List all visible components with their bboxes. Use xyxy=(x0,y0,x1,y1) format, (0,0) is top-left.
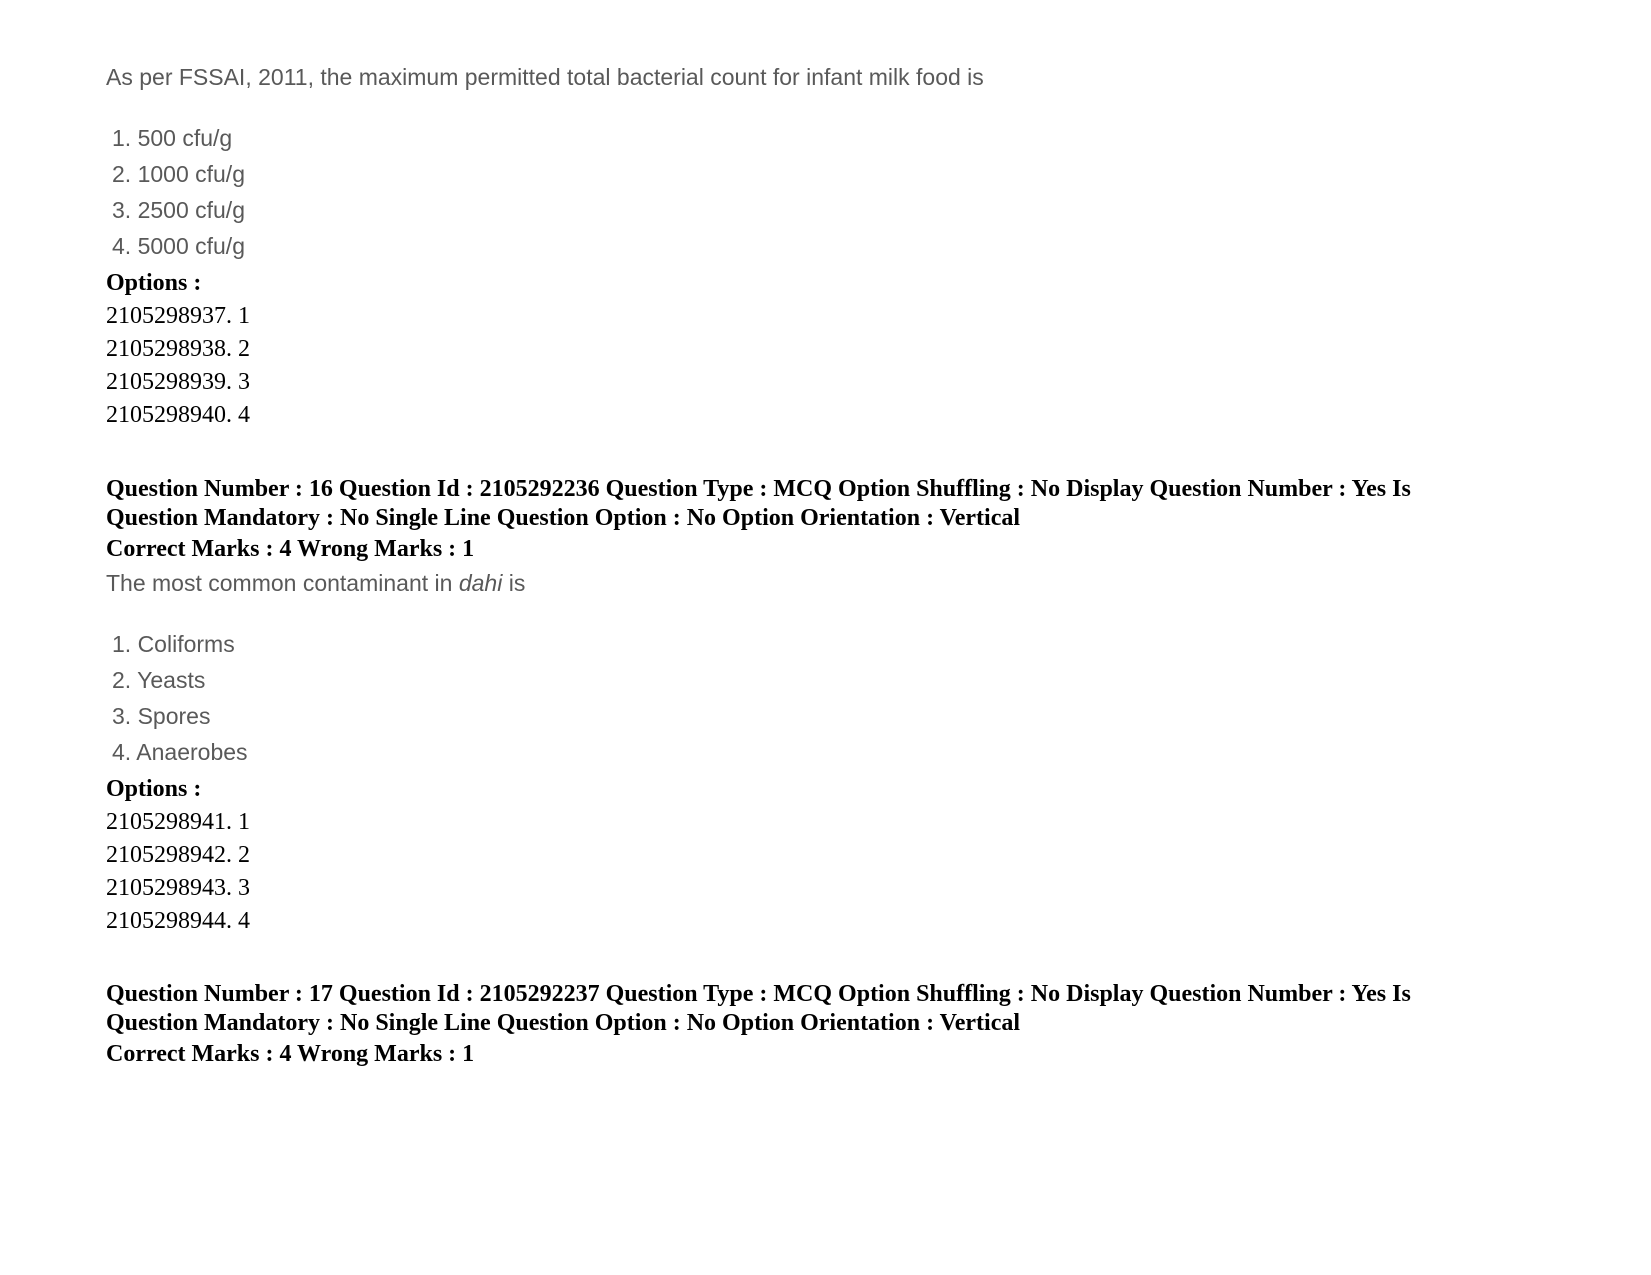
answer-choice: 2. 1000 cfu/g xyxy=(112,161,245,187)
answer-choice: 4. 5000 cfu/g xyxy=(112,233,245,259)
question-stem xyxy=(106,570,525,597)
option-id: 2105298944. 4 xyxy=(106,908,250,934)
question-stem-text: The most common contaminant in xyxy=(106,570,459,596)
question-metadata-line: Question Number : 17 Question Id : 2105292237 Question Type : MCQ Option Shuffling : No Display Question Number : Yes Is xyxy=(106,981,1411,1007)
question-metadata xyxy=(106,475,1546,533)
answer-choice: 3. Spores xyxy=(112,703,211,729)
question-metadata-line: Question Mandatory : No Single Line Question Option : No Option Orientation : Vertical xyxy=(106,1010,1021,1036)
question-metadata-line: Question Number : 16 Question Id : 2105292236 Question Type : MCQ Option Shuffling : No Display Question Number : Yes Is xyxy=(106,476,1411,502)
answer-choice: 3. 2500 cfu/g xyxy=(112,197,245,223)
question-stem: As per FSSAI, 2011, the maximum permitted total bacterial count for infant milk food is xyxy=(106,64,984,90)
option-id: 2105298943. 3 xyxy=(106,875,250,901)
option-id: 2105298937. 1 xyxy=(106,303,250,329)
answer-choice: 1. Coliforms xyxy=(112,631,235,657)
question-metadata xyxy=(106,980,1546,1038)
question-marks: Correct Marks : 4 Wrong Marks : 1 xyxy=(106,536,475,562)
option-id: 2105298939. 3 xyxy=(106,369,250,395)
option-id: 2105298942. 2 xyxy=(106,842,250,868)
question-metadata-line: Question Mandatory : No Single Line Question Option : No Option Orientation : Vertical xyxy=(106,505,1021,531)
answer-choice: 4. Anaerobes xyxy=(112,739,248,765)
options-label: Options : xyxy=(106,776,202,802)
options-label: Options : xyxy=(106,270,202,296)
question-marks: Correct Marks : 4 Wrong Marks : 1 xyxy=(106,1041,475,1067)
answer-choice: 1. 500 cfu/g xyxy=(112,125,233,151)
question-stem-text: is xyxy=(502,570,526,596)
option-id: 2105298940. 4 xyxy=(106,402,250,428)
answer-choice: 2. Yeasts xyxy=(112,667,206,693)
option-id: 2105298938. 2 xyxy=(106,336,250,362)
option-id: 2105298941. 1 xyxy=(106,809,250,835)
question-stem-italic: dahi xyxy=(458,570,503,596)
